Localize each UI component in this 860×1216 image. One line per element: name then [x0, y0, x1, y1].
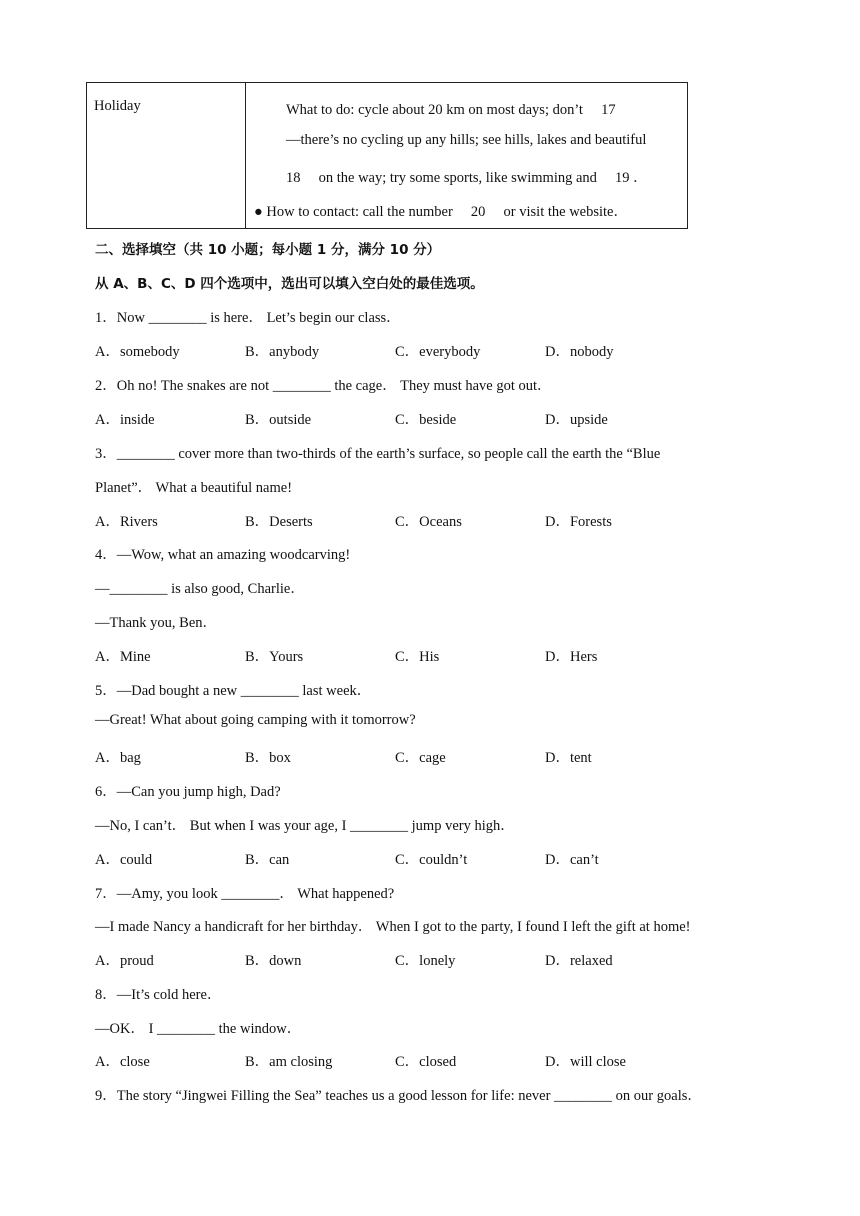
option-a: A．inside [95, 412, 155, 428]
option-c: C．Oceans [395, 514, 462, 530]
table-content-cell [246, 83, 688, 229]
option-d: D．tent [545, 750, 592, 766]
option-c: C．cage [395, 750, 446, 766]
option-d: D．upside [545, 412, 608, 428]
option-d: D．relaxed [545, 953, 613, 969]
question-8-stem: 8．—It’s cold here． [95, 987, 222, 1003]
option-d: D．Forests [545, 514, 612, 530]
question-2-options [95, 408, 795, 426]
table-label-cell [87, 83, 246, 229]
question-7-dialog: —I made Nancy a handicraft for her birthday． When I got to the party, I found I left the gift at home! [95, 919, 691, 935]
option-c: C．closed [395, 1054, 457, 1070]
question-4-dialog: —Thank you, Ben． [95, 615, 218, 631]
question-5-options [95, 746, 795, 764]
table-label: Holiday [94, 98, 141, 114]
question-4-options [95, 645, 795, 663]
option-c: C．beside [395, 412, 457, 428]
question-6-stem: 6．—Can you jump high, Dad? [95, 784, 281, 800]
question-8-dialog: —OK． I ________ the window． [95, 1021, 302, 1037]
question-4-stem: 4．—Wow, what an amazing woodcarving! [95, 547, 351, 563]
question-7-options [95, 949, 795, 967]
table-line: ● How to contact: call the number 20 or visit the website． [254, 204, 628, 220]
table-line: 18 on the way; try some sports, like swimming and 19 ． [286, 170, 648, 186]
question-1-options [95, 340, 795, 358]
option-a: A．could [95, 852, 153, 868]
option-b: B．outside [245, 412, 312, 428]
option-c: C．couldn’t [395, 852, 468, 868]
option-d: D．nobody [545, 344, 614, 360]
option-c: C．His [395, 649, 440, 665]
question-3-stem: 3．________ cover more than two-thirds of the earth’s surface, so people call the earth the “Blue [95, 446, 661, 462]
option-b: B．box [245, 750, 291, 766]
question-6-dialog: —No, I can’t． But when I was your age, I ________ jump very high． [95, 818, 515, 834]
question-1-stem: 1．Now ________ is here． Let’s begin our class． [95, 310, 401, 326]
question-6-options [95, 848, 795, 866]
option-b: B．down [245, 953, 302, 969]
option-d: D．Hers [545, 649, 598, 665]
option-a: A．Mine [95, 649, 151, 665]
question-7-stem: 7．—Amy, you look ________． What happened? [95, 886, 395, 902]
option-b: B．can [245, 852, 290, 868]
question-2-stem: 2．Oh no! The snakes are not ________ the cage． They must have got out． [95, 378, 552, 394]
question-8-options [95, 1050, 795, 1068]
section-instruction: 从 A、B、C、D 四个选项中，选出可以填入空白处的最佳选项。 [95, 276, 484, 292]
question-5-dialog: —Great! What about going camping with it tomorrow? [95, 712, 416, 728]
table-line: What to do: cycle about 20 km on most days; don’t 17 [286, 102, 616, 118]
option-b: B．Deserts [245, 514, 313, 530]
option-a: A．bag [95, 750, 141, 766]
option-b: B．am closing [245, 1054, 333, 1070]
option-b: B．Yours [245, 649, 304, 665]
option-d: D．can’t [545, 852, 599, 868]
option-c: C．everybody [395, 344, 481, 360]
question-9-stem: 9．The story “Jingwei Filling the Sea” teaches us a good lesson for life: never ________ on our goals． [95, 1088, 702, 1104]
option-c: C．lonely [395, 953, 456, 969]
question-3-options [95, 510, 795, 528]
option-a: A．Rivers [95, 514, 158, 530]
option-d: D．will close [545, 1054, 626, 1070]
section-heading: 二、选择填空（共 10 小题；每小题 1 分，满分 10 分） [95, 242, 441, 258]
question-3-stem-cont: Planet”． What a beautiful name! [95, 480, 293, 496]
option-a: A．somebody [95, 344, 180, 360]
option-a: A．proud [95, 953, 154, 969]
table-line: —there’s no cycling up any hills; see hills, lakes and beautiful [286, 132, 647, 148]
option-b: B．anybody [245, 344, 320, 360]
question-5-stem: 5．—Dad bought a new ________ last week． [95, 683, 372, 699]
option-a: A．close [95, 1054, 150, 1070]
question-4-dialog: —________ is also good, Charlie． [95, 581, 305, 597]
holiday-info-table [86, 82, 688, 229]
